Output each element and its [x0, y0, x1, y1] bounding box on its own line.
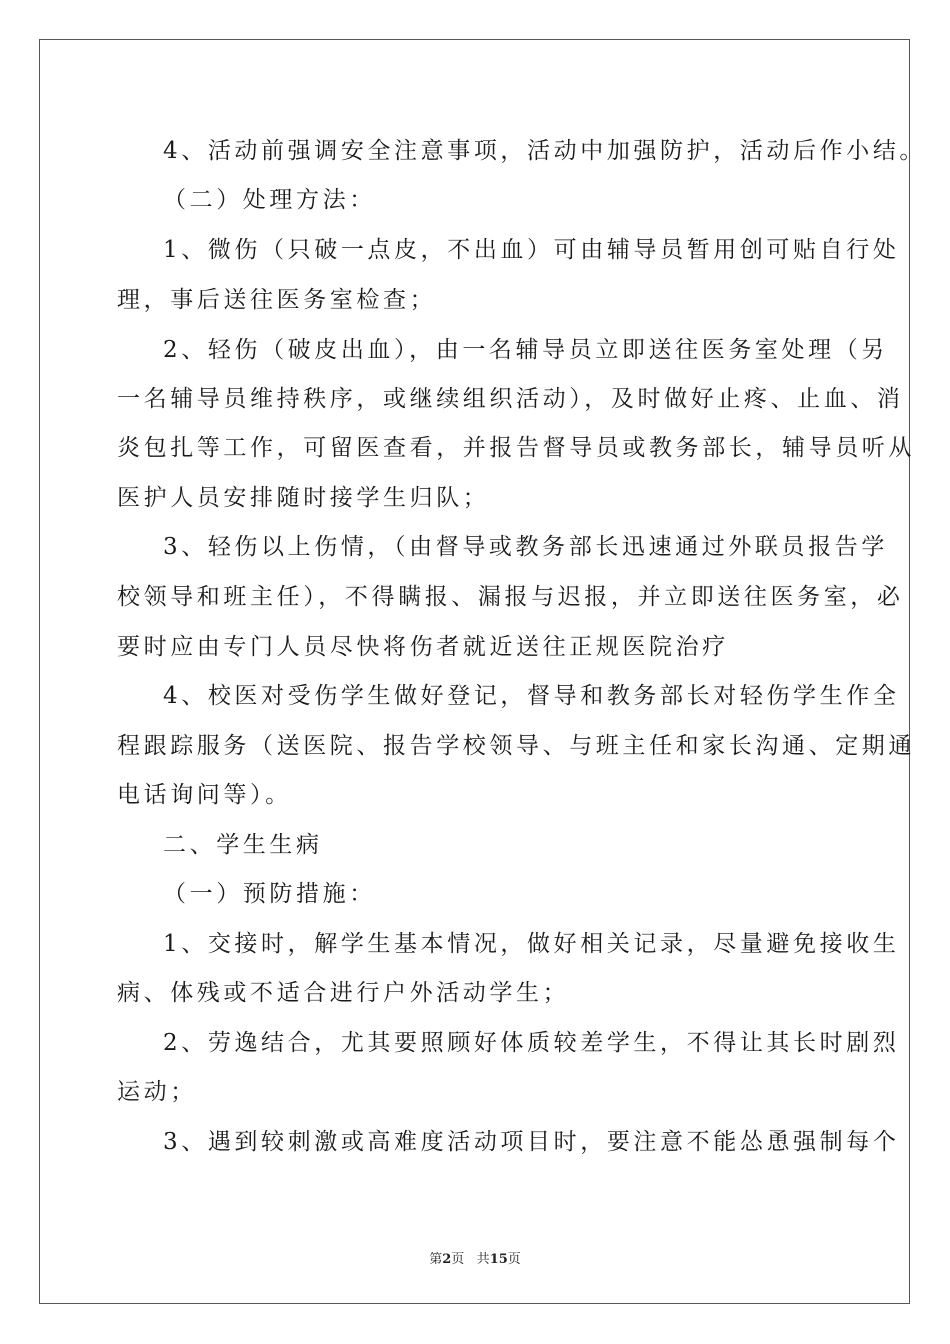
paragraph-line: 校领导和班主任），不得瞒报、漏报与迟报，并立即送往医务室，必	[117, 584, 904, 610]
paragraph-line: 4、活动前强调安全注意事项，活动中加强防护，活动后作小结。	[163, 138, 927, 164]
paragraph-line: 理，事后送往医务室检查；	[117, 287, 437, 313]
paragraph-line: 3、轻伤以上伤情，（由督导或教务部长迅速通过外联员报告学	[163, 534, 888, 560]
paragraph-line: 1、微伤（只破一点皮，不出血）可由辅导员暂用创可贴自行处	[163, 237, 900, 263]
paragraph-line: 病、体残或不适合进行户外活动学生；	[117, 980, 570, 1006]
paragraph-line: 要时应由专门人员尽快将伤者就近送往正规医院治疗	[117, 634, 729, 660]
total-pages: 15	[489, 1252, 508, 1267]
paragraph-line: 1、交接时，解学生基本情况，做好相关记录，尽量避免接收生	[163, 931, 900, 957]
section-heading: （一）预防措施：	[163, 881, 376, 907]
page-footer	[0, 1248, 950, 1267]
paragraph-line: 电话询问等）。	[117, 782, 292, 808]
section-heading: 二、学生生病	[163, 832, 323, 858]
paragraph-line: 2、轻伤（破皮出血），由一名辅导员立即送往医务室处理（另	[163, 337, 888, 363]
paragraph-line: 一名辅导员维持秩序，或继续组织活动），及时做好止疼、止血、消	[117, 386, 904, 412]
total-prefix: 共	[476, 1252, 490, 1267]
section-heading: （二）处理方法：	[163, 187, 376, 213]
paragraph-line: 2、劳逸结合，尤其要照顾好体质较差学生，不得让其长时剧烈	[163, 1030, 900, 1056]
paragraph-line: 程跟踪服务（送医院、报告学校领导、与班主任和家长沟通、定期通	[117, 733, 915, 759]
paragraph-line: 4、校医对受伤学生做好登记，督导和教务部长对轻伤学生作全	[163, 683, 900, 709]
page-number: 2	[442, 1252, 452, 1267]
paragraph-line: 运动；	[117, 1079, 197, 1105]
page-suffix: 页	[451, 1252, 465, 1267]
paragraph-line: 炎包扎等工作，可留医查看，并报告督导员或教务部长，辅导员听从	[117, 435, 915, 461]
total-suffix: 页	[507, 1252, 521, 1267]
page-prefix: 第	[429, 1252, 443, 1267]
paragraph-line: 3、遇到较刺激或高难度活动项目时，要注意不能怂恿强制每个	[163, 1129, 900, 1155]
paragraph-line: 医护人员安排随时接学生归队；	[117, 485, 490, 511]
page-border	[39, 39, 910, 1304]
